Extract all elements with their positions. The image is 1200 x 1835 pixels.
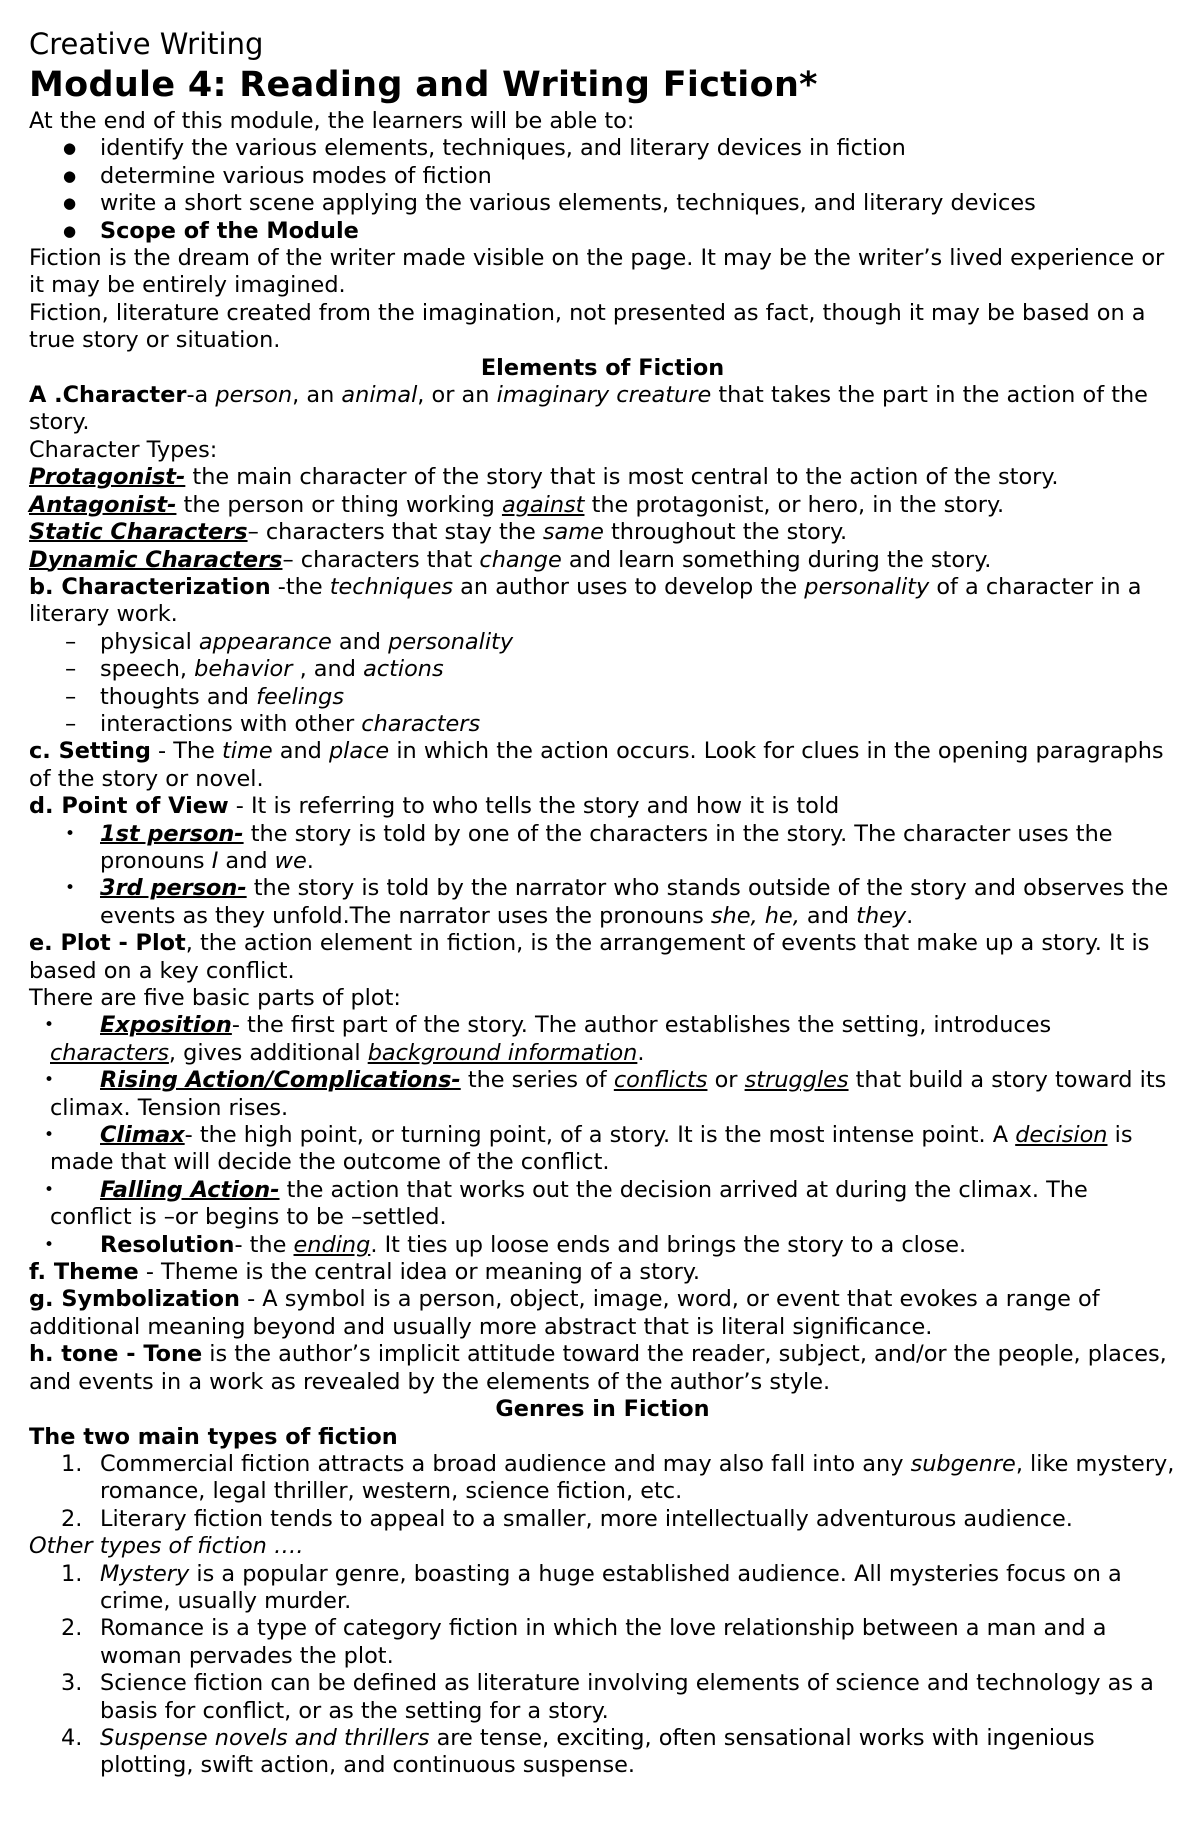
text-run: . <box>637 1039 645 1066</box>
text-run: imaginary creature <box>496 382 712 409</box>
section-heading: Genres in Fiction <box>495 1396 710 1423</box>
text-run: Commercial fiction attracts a broad audience and may also fall into any <box>100 1450 911 1477</box>
symbolization-paragraph <box>29 1286 1176 1341</box>
text-run: that build a story toward its climax. Tension rises. <box>50 1067 1167 1121</box>
character-type-item <box>29 547 1176 574</box>
point-of-view-paragraph <box>29 793 1176 820</box>
term-label: d. Point of View <box>29 793 229 820</box>
text-run: person <box>215 382 293 409</box>
course-title: Creative Writing <box>29 27 264 61</box>
character-type-item <box>29 492 1176 519</box>
text-run: Mystery <box>100 1560 190 1587</box>
text-run: and <box>799 902 857 929</box>
text-run: decision <box>1015 1122 1108 1149</box>
text-run: personality <box>804 573 930 600</box>
other-types-list <box>29 1561 1176 1780</box>
term-label: Resolution <box>100 1231 235 1258</box>
text-run: is the author’s implicit attitude toward the reader, subject, and/or the people, places, and events in a work as revealed by the elements of the author’s style. <box>29 1341 1167 1395</box>
term-label: Exposition <box>100 1012 232 1039</box>
text-run: techniques <box>329 573 454 600</box>
list-number: 1. <box>61 1450 83 1477</box>
scope-paragraph: Fiction is the dream of the writer made visible on the page. It may be the writer’s lived experience or it may be entirely imagined. <box>29 245 1165 299</box>
text-run: , and <box>292 656 364 683</box>
text-run: an author uses to develop the <box>453 573 805 600</box>
text-run: they <box>856 902 907 929</box>
text-run: the main character of the story that is most central to the action of the story. <box>185 464 1059 491</box>
list-item <box>29 1506 1176 1533</box>
list-item <box>29 821 1176 876</box>
list-item <box>29 875 1176 930</box>
text-run: personality <box>388 628 514 655</box>
text-run: is made that will decide the outcome of the conflict. <box>50 1122 1133 1176</box>
text-run: , like mystery, romance, legal thriller, western, science fiction, etc. <box>100 1450 1175 1505</box>
list-item <box>29 629 1176 656</box>
text-run: we <box>274 847 307 874</box>
text-run: Science fiction can be defined as literature involving elements of science and technology as a basis for conflict, or as the setting for a story. <box>100 1670 1154 1724</box>
text-run: - the <box>234 1231 294 1258</box>
text-run: throughout the story. <box>603 519 848 546</box>
text-run: , the action element in fiction, is the arrangement of events that make up a story. It is based on a key conflict. <box>29 930 1150 984</box>
character-type-item <box>29 464 1176 491</box>
list-number: 2. <box>61 1615 83 1642</box>
text-run: -the <box>270 573 330 600</box>
term-label: b. Characterization <box>29 573 271 600</box>
text-run: -a <box>186 382 216 409</box>
text-run: thoughts and <box>100 683 257 710</box>
term-label: Protagonist- <box>29 464 186 491</box>
text-run: in which the action occurs. Look for clues in the opening paragraphs of the story or novel. <box>29 738 1164 792</box>
text-run: . <box>906 902 914 929</box>
plot-parts-intro: There are five basic parts of plot: <box>29 985 401 1011</box>
text-run: place <box>328 738 390 765</box>
text-run: , or an <box>417 382 497 409</box>
text-run: speech, <box>100 656 195 683</box>
text-run: interactions with other <box>100 710 362 737</box>
text-run: , an <box>292 382 342 409</box>
subsection-heading: Other types of fiction …. <box>29 1533 304 1560</box>
text-run: ending <box>293 1231 371 1258</box>
text-run: physical <box>100 628 199 655</box>
list-item <box>29 1067 1176 1122</box>
text-run: conflicts <box>613 1067 708 1094</box>
text-run: subgenre <box>910 1450 1016 1477</box>
text-run: characters <box>50 1039 169 1066</box>
text-run: are tense, exciting, often sensational works with ingenious plotting, swift action, and continuous suspense. <box>100 1724 1095 1779</box>
list-item <box>29 1451 1176 1506</box>
text-run: feelings <box>256 683 345 710</box>
list-item <box>29 684 1176 711</box>
text-run: and <box>331 628 389 655</box>
text-run: - Theme is the central idea or meaning of a story. <box>138 1259 700 1286</box>
text-run: , gives additional <box>168 1039 368 1066</box>
text-run: the action that works out the decision arrived at during the climax. The conflict is –or begins to be –settled. <box>50 1176 1088 1231</box>
text-run: - the high point, or turning point, of a story. It is the most intense point. A <box>184 1122 1016 1149</box>
term-label: Falling Action- <box>100 1176 280 1203</box>
characterization-list <box>29 629 1176 739</box>
term-label: Rising Action/Complications- <box>100 1067 461 1094</box>
list-item <box>29 1177 1176 1232</box>
list-item <box>29 656 1176 683</box>
text-run: - A symbol is a person, object, image, word, or event that evokes a range of additional meaning beyond and usually more abstract that is literal significance. <box>29 1286 1100 1340</box>
text-run: I <box>211 847 219 874</box>
list-item <box>29 1725 1176 1780</box>
text-run: actions <box>363 656 444 683</box>
objectives-list <box>29 135 1176 245</box>
term-label: f. Theme <box>29 1259 139 1286</box>
module-title: Module 4: Reading and Writing Fiction* <box>29 65 818 105</box>
list-number: 4. <box>61 1724 83 1751</box>
text-run: against <box>501 491 585 518</box>
term-label: Antagonist- <box>29 491 177 518</box>
term-label: Dynamic Characters <box>29 546 283 573</box>
text-run: same <box>542 519 604 546</box>
subsection-heading: The two main types of fiction <box>29 1423 398 1450</box>
text-run: - It is referring to who tells the story and how it is told <box>228 793 840 820</box>
term-label: Climax <box>100 1122 185 1149</box>
list-item: ● write a short scene applying the various elements, techniques, and literary devices <box>29 190 1176 217</box>
text-run: and <box>272 738 329 765</box>
text-run: change <box>479 546 562 573</box>
list-number: 3. <box>61 1670 83 1697</box>
scope-paragraph: Fiction, literature created from the imagination, not presented as fact, though it may be based on a true story or situation. <box>29 299 1146 354</box>
text-run: - the first part of the story. The author establishes the setting, introduces <box>231 1012 1052 1039</box>
list-item <box>29 1232 1176 1259</box>
text-run: characters <box>361 710 481 737</box>
text-run: – characters that <box>282 546 480 573</box>
list-item <box>29 711 1176 738</box>
list-item <box>29 1122 1176 1177</box>
text-run: . <box>306 847 314 874</box>
list-item <box>29 1012 1176 1067</box>
list-item <box>29 1561 1176 1616</box>
point-of-view-list <box>29 821 1176 931</box>
list-item <box>29 1615 1176 1670</box>
text-run: Suspense novels and thrillers <box>100 1724 430 1751</box>
list-number: 1. <box>61 1560 83 1587</box>
term-label: h. tone - Tone <box>29 1341 203 1368</box>
list-number: 2. <box>61 1505 83 1532</box>
text-run: Romance is a type of category fiction in which the love relationship between a man and a woman pervades the plot. <box>100 1615 1107 1669</box>
text-run: - The <box>150 738 223 765</box>
text-run: is a popular genre, boasting a huge established audience. All mysteries focus on a crime, usually murder. <box>100 1560 1122 1614</box>
text-run: behavior <box>194 656 293 683</box>
text-run: the story is told by one of the characters in the story. The character uses the pronouns <box>100 820 1113 874</box>
term-label: e. Plot - Plot <box>29 930 186 957</box>
list-item <box>29 1670 1176 1725</box>
text-run: Literary fiction tends to appeal to a smaller, more intellectually adventurous audience. <box>100 1505 1073 1532</box>
text-run: the story is told by the narrator who stands outside of the story and observes the events as they unfold.The narrator uses the pronouns <box>100 875 1169 929</box>
text-run: background information <box>367 1039 638 1066</box>
term-label: c. Setting <box>29 738 151 765</box>
plot-paragraph <box>29 930 1176 985</box>
term-label: A .Character <box>29 382 187 409</box>
text-run: the protagonist, or hero, in the story. <box>584 491 1005 518</box>
intro-text: At the end of this module, the learners will be able to: <box>29 108 635 134</box>
term-label: 1st person- <box>100 820 244 847</box>
section-heading: Elements of Fiction <box>480 354 725 381</box>
tone-paragraph <box>29 1341 1176 1396</box>
setting-paragraph <box>29 738 1176 793</box>
character-type-item <box>29 519 1176 546</box>
term-label: g. Symbolization <box>29 1286 240 1313</box>
text-run: she, he, <box>710 902 800 929</box>
text-run: time <box>222 738 273 765</box>
text-run: that takes the part in the action of the story. <box>29 382 1148 436</box>
text-run: the series of <box>460 1067 614 1094</box>
text-run: animal <box>341 382 418 409</box>
character-types-label: Character Types: <box>29 436 218 463</box>
text-run: and <box>218 847 275 874</box>
text-run: . It ties up loose ends and brings the story to a close. <box>370 1231 967 1258</box>
text-run: appearance <box>198 628 332 655</box>
text-run: the person or thing working <box>176 491 502 518</box>
term-label: 3rd person- <box>100 875 247 902</box>
character-paragraph <box>29 382 1176 437</box>
term-label: Static Characters <box>29 519 248 546</box>
list-item: ● identify the various elements, techniques, and literary devices in fiction <box>29 135 1176 162</box>
plot-parts-list <box>29 1012 1176 1259</box>
list-item: ● determine various modes of fiction <box>29 163 1176 190</box>
text-run: and learn something during the story. <box>561 546 992 573</box>
theme-paragraph <box>29 1259 1176 1286</box>
text-run: or <box>707 1067 745 1094</box>
text-run: of a character in a literary work. <box>29 573 1142 628</box>
main-types-list <box>29 1451 1176 1533</box>
scope-heading: ● Scope of the Module <box>29 218 1176 245</box>
characterization-paragraph <box>29 574 1176 629</box>
text-run: – characters that stay the <box>247 519 543 546</box>
text-run: struggles <box>744 1067 849 1094</box>
